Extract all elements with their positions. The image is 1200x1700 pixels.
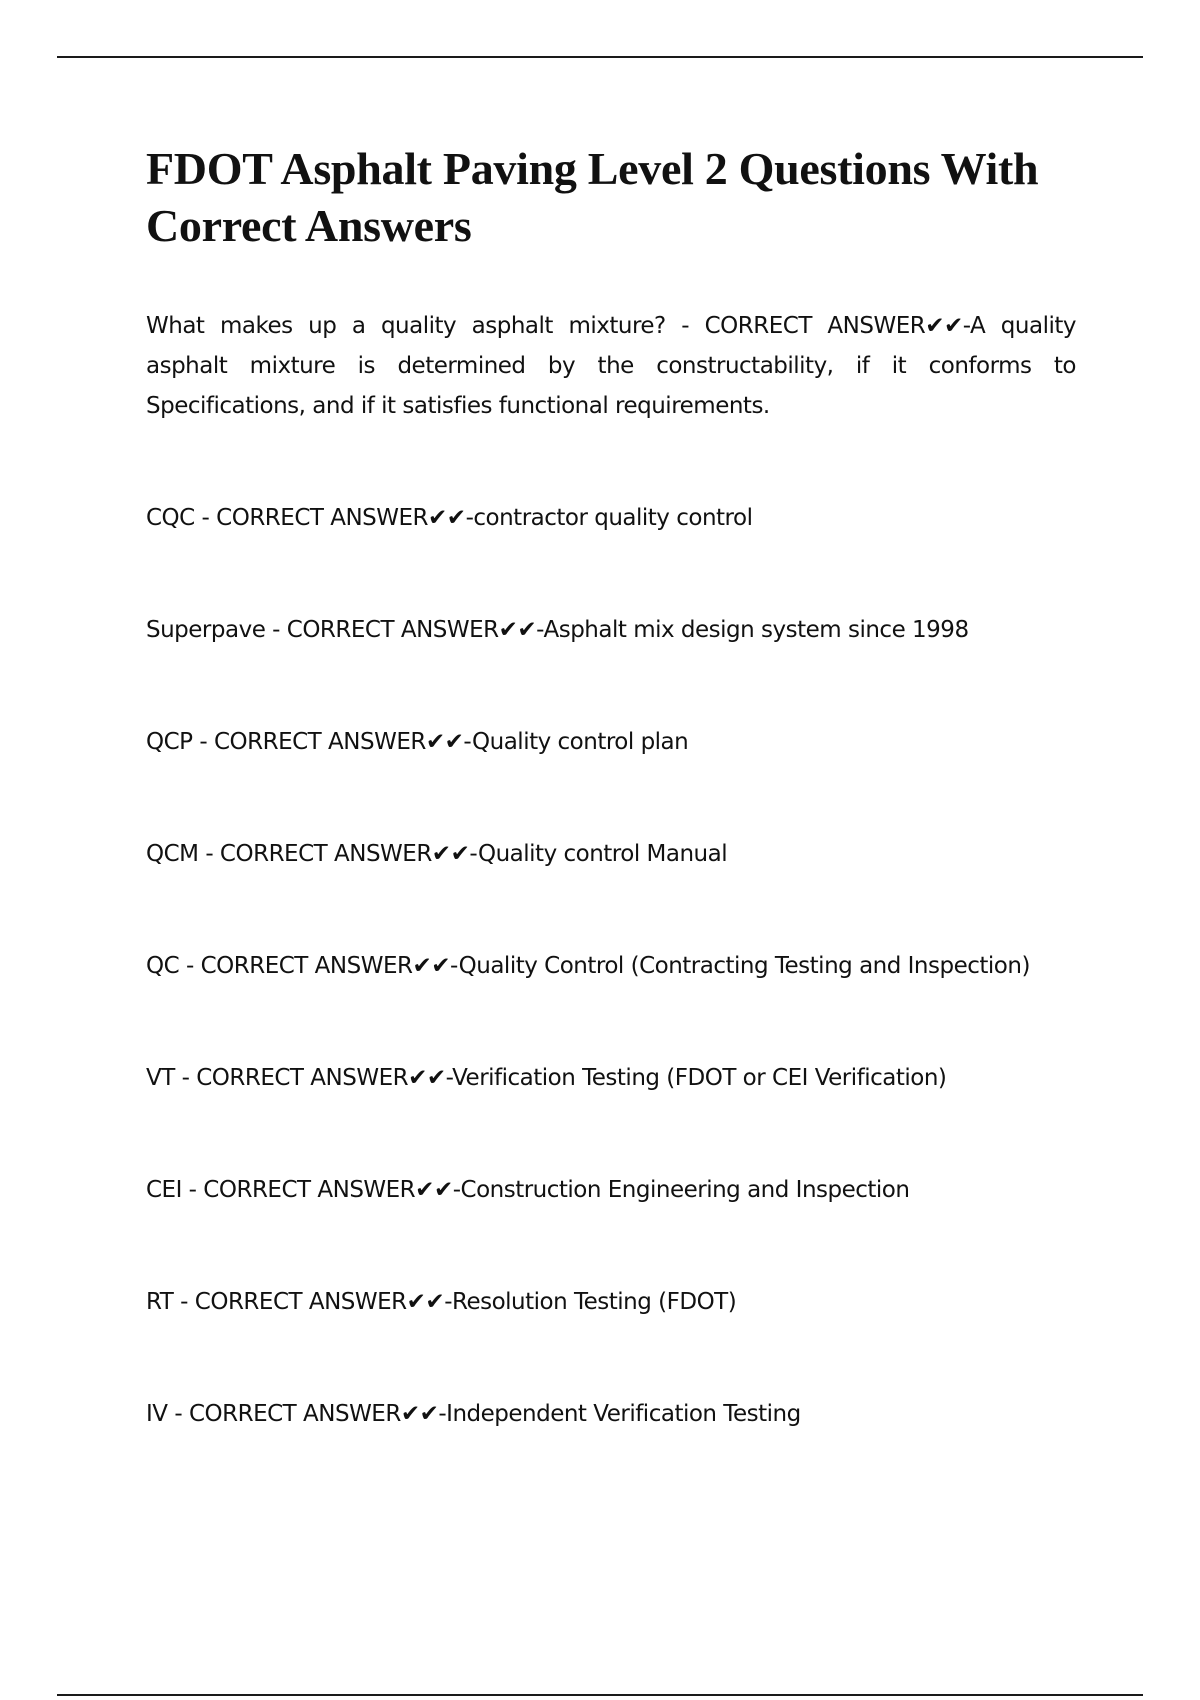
top-rule	[57, 56, 1143, 58]
qa-item	[146, 1058, 1076, 1170]
answer-text: Asphalt mix design system since 1998	[543, 617, 969, 643]
qa-item	[146, 498, 1076, 610]
qa-item	[146, 1282, 1076, 1394]
answer-text: Quality control plan	[472, 729, 689, 755]
answer-text: Independent Verification Testing	[446, 1401, 801, 1427]
answer-separator: - CORRECT ANSWER✔✔-	[192, 729, 473, 755]
answer-text: A quality asphalt mixture is determined by the constructability, if it conforms to Specifications, and if it satisfies functional requirements.	[146, 313, 1083, 419]
question-text: CQC	[146, 505, 195, 531]
document-title: FDOT Asphalt Paving Level 2 Questions With Correct Answers	[146, 143, 1039, 251]
question-text: CEI	[146, 1177, 182, 1203]
answer-text: Quality control Manual	[478, 841, 728, 867]
answer-separator: - CORRECT ANSWER✔✔-	[179, 953, 459, 979]
qa-item	[146, 306, 1083, 426]
answer-separator: - CORRECT ANSWER✔✔-	[665, 313, 971, 339]
question-text: QCP	[146, 729, 193, 755]
question-text: QC	[146, 953, 180, 979]
answer-separator: - CORRECT ANSWER✔✔-	[265, 617, 544, 643]
question-text: Superpave	[146, 617, 266, 643]
answer-text: Verification Testing (FDOT or CEI Verification)	[452, 1065, 947, 1091]
bottom-rule	[57, 1694, 1143, 1696]
qa-item	[146, 1394, 1076, 1506]
qa-item	[146, 1170, 1076, 1282]
answer-separator: - CORRECT ANSWER✔✔-	[173, 1289, 452, 1315]
question-text: IV	[146, 1401, 168, 1427]
qa-item	[146, 946, 1076, 1058]
answer-separator: - CORRECT ANSWER✔✔-	[198, 841, 478, 867]
question-text: RT	[146, 1289, 174, 1315]
qa-item	[146, 834, 1076, 946]
answer-separator: - CORRECT ANSWER✔✔-	[181, 1177, 461, 1203]
answer-text: Quality Control (Contracting Testing and Inspection)	[458, 953, 1030, 979]
answer-separator: - CORRECT ANSWER✔✔-	[194, 505, 474, 531]
answer-separator: - CORRECT ANSWER✔✔-	[167, 1401, 447, 1427]
qa-item	[146, 610, 1076, 722]
question-text: QCM	[146, 841, 199, 867]
document-body	[146, 140, 1083, 1506]
answer-text: Construction Engineering and Inspection	[460, 1177, 910, 1203]
answer-text: contractor quality control	[473, 505, 753, 531]
question-text: What makes up a quality asphalt mixture?	[146, 313, 666, 339]
qa-item	[146, 722, 1076, 834]
answer-text: Resolution Testing (FDOT)	[452, 1289, 737, 1315]
answer-separator: - CORRECT ANSWER✔✔-	[174, 1065, 453, 1091]
question-text: VT	[146, 1065, 175, 1091]
